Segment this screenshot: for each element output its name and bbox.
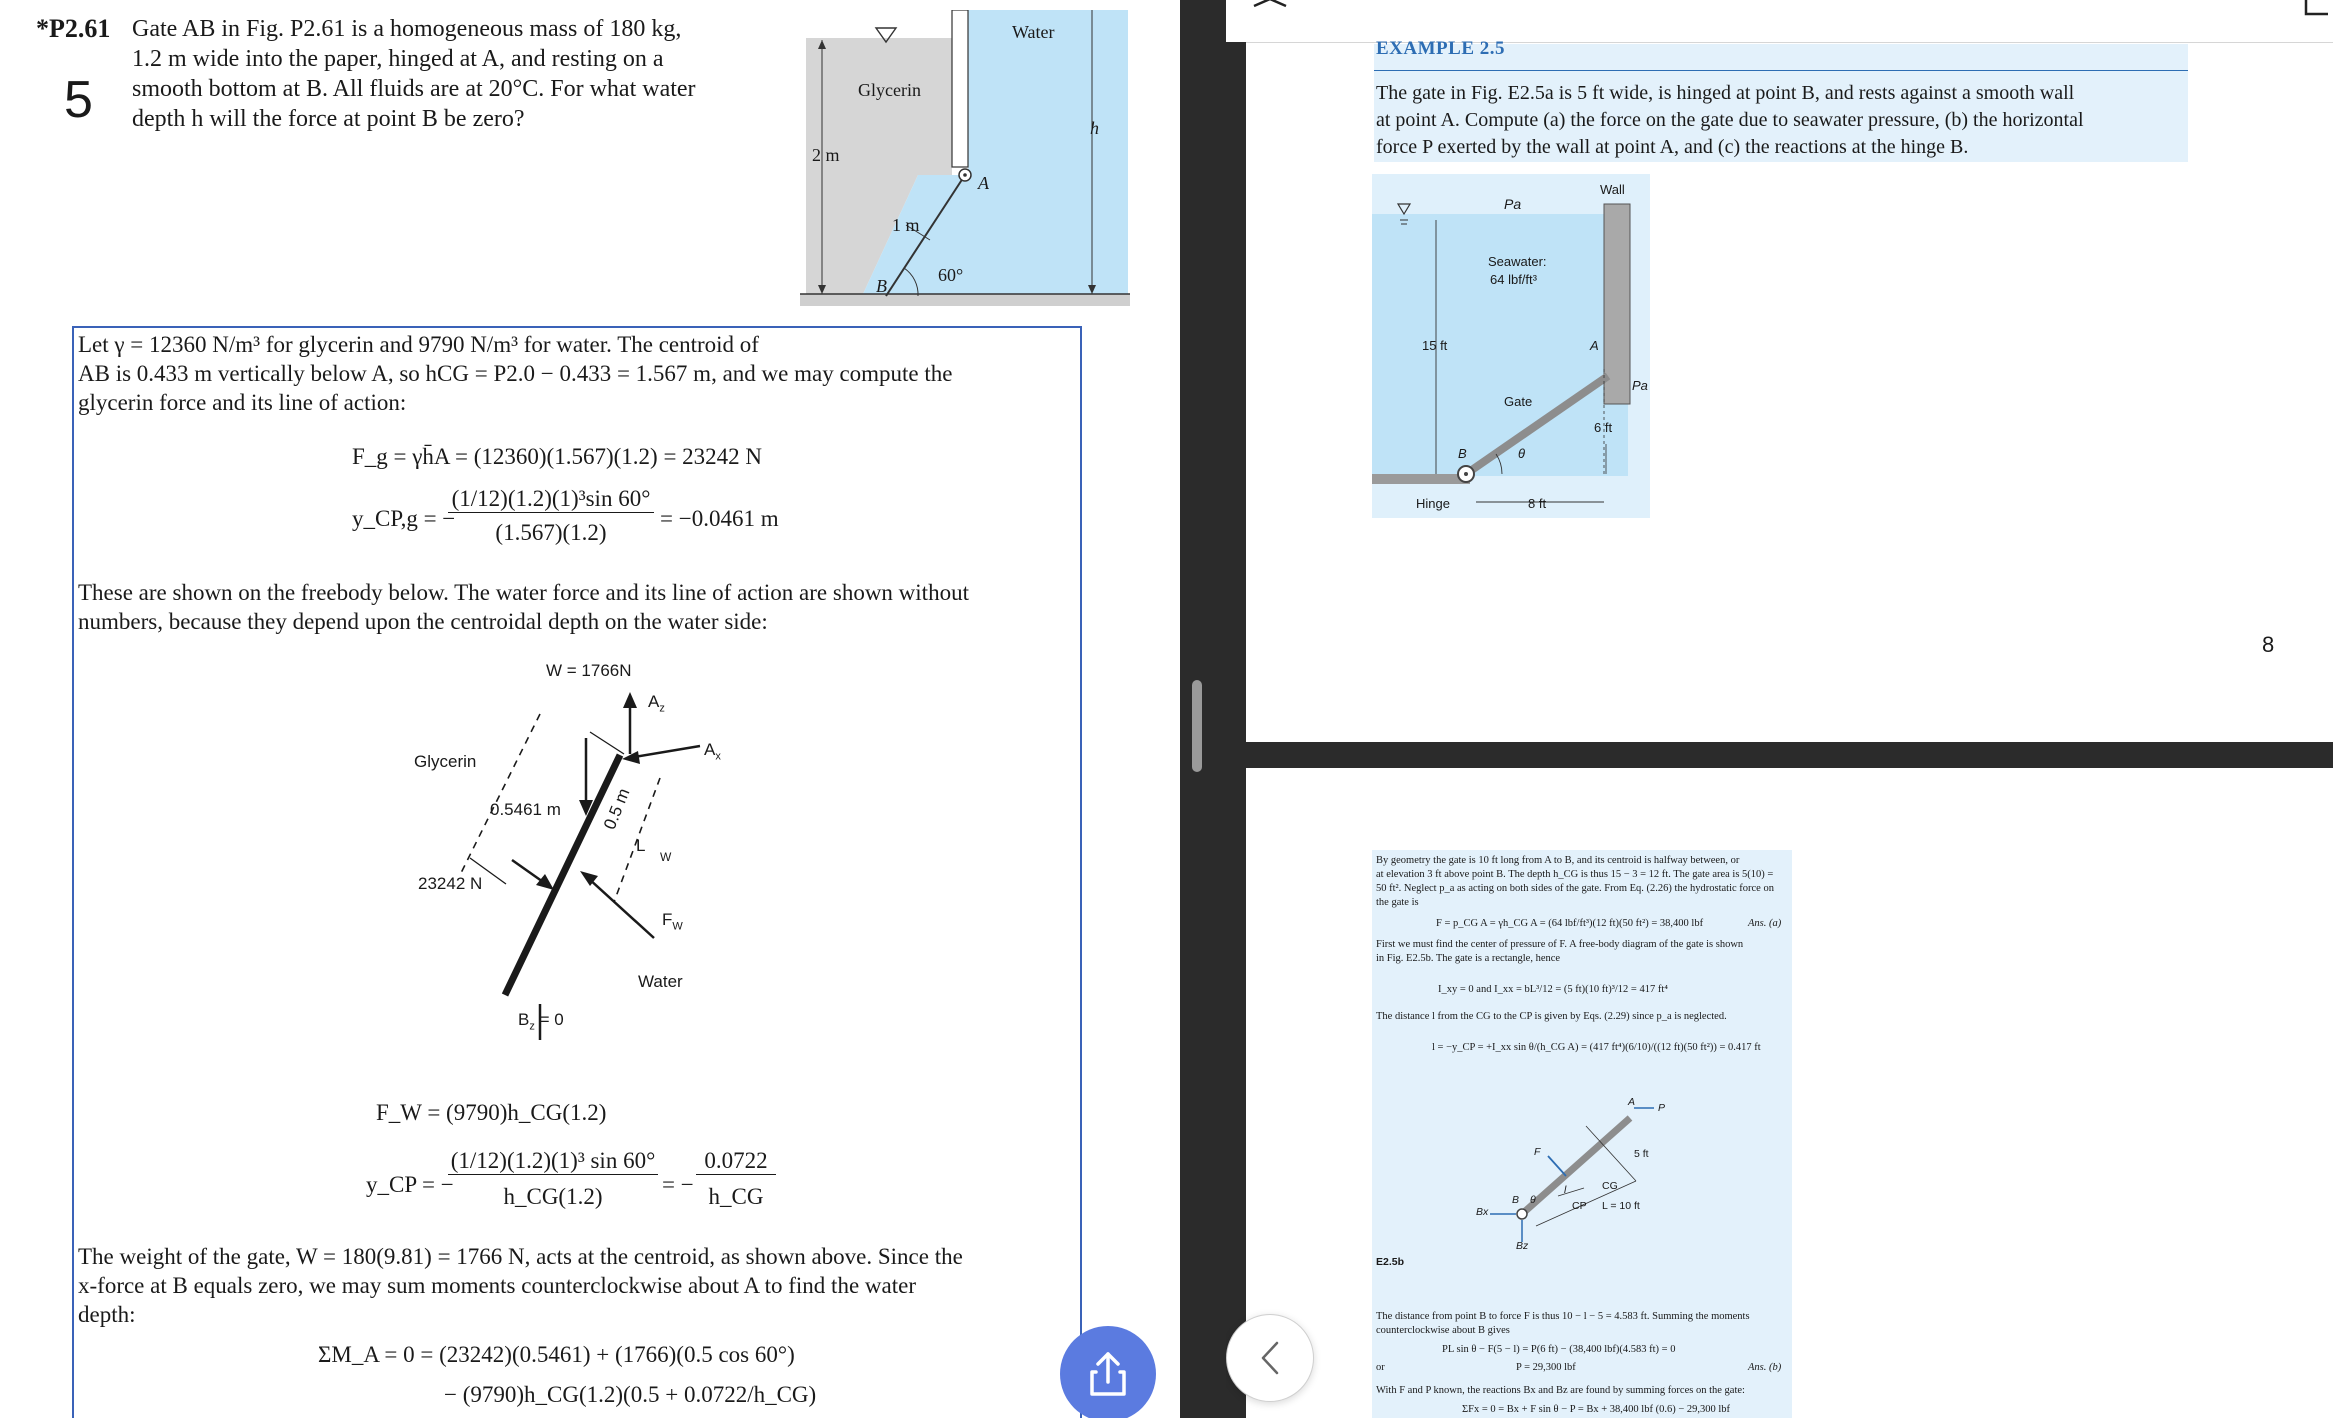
left-gutter — [1226, 42, 1246, 742]
right-solution-para-1 — [1376, 854, 1788, 910]
bottom-floor — [800, 294, 1130, 306]
fbd-b-a-label: A — [1628, 1096, 1636, 1108]
page-separator — [1226, 742, 2333, 768]
right-solution-para-4 — [1376, 1310, 1788, 1338]
tiny-line: 50 ft². Neglect p_a as acting on both sides of the gate. From Eq. (2.26) the hydrostatic force on — [1376, 883, 1774, 894]
az-arrow — [623, 692, 637, 708]
pa-right-label: Pa — [1632, 378, 1648, 393]
example-text — [1376, 80, 2188, 161]
problem-line: Gate AB in Fig. P2.61 is a homogeneous mass of 180 kg, — [132, 16, 682, 42]
solution-line: x-force at B equals zero, we may sum moments counterclockwise about A to find the water — [78, 1273, 916, 1298]
example-title: EXAMPLE 2.5 — [1376, 38, 1505, 59]
point-a-label: A — [978, 173, 989, 193]
solution-line: numbers, because they depend upon the centroidal depth on the water side: — [78, 609, 768, 634]
glycerin-force-arrow — [536, 874, 554, 890]
glycerin-label: Glycerin — [858, 80, 921, 100]
or-label: or — [1376, 1362, 1385, 1373]
tiny-line: at elevation 3 ft above point B. The depth h_CG is thus 15 − 3 = 12 ft. The gate area is 5(10) = — [1376, 869, 1774, 880]
wall-label: Wall — [1600, 182, 1625, 197]
example-rule — [1374, 70, 2188, 71]
fbd-dist2-label: 0.5 m — [600, 785, 634, 833]
solution-line: The weight of the gate, W = 180(9.81) = 1766 N, acts at the centroid, as shown above. Since the — [78, 1244, 963, 1269]
wall-rect — [1604, 204, 1630, 404]
right-solution-para-3: The distance l from the CG to the CP is given by Eqs. (2.29) since p_a is neglected. — [1376, 1011, 1727, 1022]
fbd-ax-label: $A_x$ — [704, 740, 721, 763]
split-view-divider[interactable] — [1180, 0, 1226, 1418]
eq-ycp-glycerin-label: y_CP,g = − — [352, 506, 456, 531]
top-bar — [1226, 0, 2333, 43]
eq-distance-l: l = −y_CP = +I_xx sin θ/(h_CG A) = (417 ft⁴)(6/10)/((12 ft)(50 ft²)) = 0.417 ft — [1432, 1042, 1761, 1053]
fbd-l-label: L — [636, 836, 646, 855]
theta-label: θ — [1518, 446, 1526, 461]
eight-ft-label: 8 ft — [1528, 496, 1547, 511]
tiny-line: The distance from point B to force F is thus 10 − l − 5 = 4.583 ft. Summing the moments — [1376, 1311, 1750, 1322]
eq-ycp-water-label: y_CP = − — [366, 1172, 454, 1197]
fbd-w-label: W — [660, 850, 672, 864]
fbd-b-bz-label: Bz — [1516, 1240, 1529, 1252]
problem-number: *P2.61 — [36, 14, 111, 43]
eq-ycp-water-numerator-2: 0.0722 — [696, 1148, 776, 1175]
solution-line: Let γ = 12360 N/m³ for glycerin and 9790 N/m³ for water. The centroid of — [78, 332, 759, 357]
right-solution-para-5: With F and P known, the reactions Bx and Bz are found by summing forces on the gate: — [1376, 1385, 1745, 1396]
solution-para-1 — [78, 330, 1078, 417]
answer-b: Ans. (b) — [1748, 1362, 1782, 1373]
fbd-weight-label: W = 1766N — [546, 661, 632, 680]
fbd-b-l-label: l — [1564, 1184, 1567, 1196]
free-body-diagram — [400, 670, 760, 1050]
fbd-b-length-label: L = 10 ft — [1602, 1200, 1640, 1212]
eq-moment-inertia: I_xy = 0 and I_xx = bL³/12 = (5 ft)(10 ft)³/12 = 417 ft⁴ — [1438, 984, 1668, 995]
eq-ycp-water-mid: = − — [662, 1172, 694, 1197]
fbd-az-label: $A_z$ — [648, 692, 665, 715]
depth-15ft-label: 15 ft — [1422, 338, 1448, 353]
figure-p2-61 — [800, 10, 1140, 322]
eq-force-sum: ΣFx = 0 = Bx + F sin θ − P = Bx + 38,400 lbf (0.6) − 29,300 lbf — [1462, 1404, 1731, 1415]
tiny-line: the gate is — [1376, 897, 1419, 908]
solution-line: glycerin force and its line of action: — [78, 390, 407, 415]
fbd-glycerin-label: Glycerin — [414, 752, 477, 771]
fbd-water-label: Water — [638, 972, 683, 991]
solution-line: AB is 0.433 m vertically below A, so hCG = P2.0 − 0.433 = 1.567 m, and we may compute the — [78, 361, 953, 386]
floor — [1372, 474, 1470, 484]
eq-moment-b: PL sin θ − F(5 − l) = P(6 ft) − (38,400 lbf)(4.583 ft) = 0 — [1442, 1344, 1676, 1355]
previous-page-button[interactable] — [1226, 1314, 1314, 1402]
problem-line: smooth bottom at B. All fluids are at 20°C. For what water — [132, 76, 696, 102]
fbd-b-bx-label: Bx — [1476, 1206, 1489, 1218]
solution-para-3 — [78, 1242, 1078, 1329]
eq-glycerin-force: F_g = γh̄A = (12360)(1.567)(1.2) = 23242 N — [352, 444, 763, 469]
fbd-fg-label: 23242 N — [418, 874, 483, 893]
partition-wall — [952, 10, 968, 167]
share-icon — [1060, 1326, 1156, 1418]
fbd-bz-label: $B_z = 0$ — [518, 1010, 564, 1033]
divider-drag-handle[interactable] — [1192, 680, 1202, 772]
eq-force-f: F = p_CG A = γh_CG A = (64 lbf/ft³)(12 ft)(50 ft²) = 38,400 lbf — [1436, 918, 1704, 929]
example-line: at point A. Compute (a) the force on the gate due to seawater pressure, (b) the horizontal — [1376, 109, 2084, 131]
close-icon[interactable] — [1250, 0, 1290, 12]
window-icon[interactable] — [2302, 0, 2332, 20]
tiny-line: counterclockwise about B gives — [1376, 1325, 1510, 1336]
fbd-gate — [505, 755, 620, 995]
hinge-label: Hinge — [1416, 496, 1450, 511]
tiny-line: By geometry the gate is 10 ft long from A to B, and its centroid is halfway between, or — [1376, 855, 1740, 866]
point-b-label: B — [876, 276, 887, 296]
depth-2m-label: 2 m — [812, 145, 840, 165]
gate-label: Gate — [1504, 394, 1533, 409]
fbd-b-f-label: F — [1534, 1146, 1541, 1158]
eq-p: P = 29,300 lbf — [1516, 1362, 1576, 1373]
solution-line: depth: — [78, 1302, 136, 1327]
fbd-fw-label: $F_W$ — [662, 910, 683, 933]
example-line: The gate in Fig. E2.5a is 5 ft wide, is hinged at point B, and rests against a smooth wall — [1376, 82, 2075, 104]
eq-ycp-water-denominator: h_CG(1.2) — [503, 1184, 603, 1209]
eq-water-force: F_W = (9790)h_CG(1.2) — [376, 1100, 607, 1125]
pa-top-label: Pa — [1504, 196, 1522, 212]
eq-moment-line-1: ΣM_A = 0 = (23242)(0.5461) + (1766)(0.5 cos 60°) — [318, 1342, 795, 1367]
problem-line: 1.2 m wide into the paper, hinged at A, and resting on a — [132, 46, 664, 72]
point-b-label: B — [1458, 446, 1467, 461]
eq-ycp-glycerin-result: = −0.0461 m — [660, 506, 779, 531]
figure-e2-5a — [1372, 174, 1650, 518]
page-number: 8 — [2262, 632, 2275, 657]
tiny-line: in Fig. E2.5b. The gate is a rectangle, hence — [1376, 953, 1561, 964]
fbd-dist1-label: 0.5461 m — [490, 800, 561, 819]
answer-a: Ans. (a) — [1748, 918, 1782, 929]
eq-moment-line-2: − (9790)h_CG(1.2)(0.5 + 0.0722/h_CG) — [444, 1382, 817, 1407]
fbd-b-cp-label: CP — [1572, 1200, 1587, 1212]
eq-ycp-glycerin-denominator: (1.567)(1.2) — [495, 520, 607, 545]
right-document-page[interactable] — [1226, 0, 2333, 1418]
eq-ycp-water-denominator-2: h_CG — [708, 1184, 764, 1209]
tiny-line: First we must find the center of pressure of F. A free-body diagram of the gate is shown — [1376, 939, 1744, 950]
point-a-label: A — [1590, 338, 1599, 353]
chevron-left-icon — [1227, 1315, 1313, 1401]
eq-ycp-glycerin-numerator: (1/12)(1.2)(1)³sin 60° — [448, 486, 654, 513]
solution-para-2 — [78, 578, 1078, 636]
fbd-b-5ft-label: 5 ft — [1634, 1148, 1649, 1160]
share-button[interactable] — [1060, 1326, 1156, 1418]
depth-h-label: h — [1090, 118, 1099, 138]
right-solution-para-2 — [1376, 938, 1788, 966]
six-ft-label: 6 ft — [1594, 420, 1613, 435]
solution-line: These are shown on the freebody below. The water force and its line of action are shown without — [78, 580, 969, 605]
water-label: Water — [1012, 22, 1055, 42]
fbd-b-cg-label: CG — [1602, 1180, 1618, 1192]
angle-label: 60° — [938, 265, 964, 285]
fbd-b-p-label: P — [1658, 1102, 1666, 1114]
gate-length-label: 1 m — [892, 215, 920, 235]
example-line: force P exerted by the wall at point A, and (c) the reactions at the hinge B. — [1376, 136, 1969, 158]
problem-line: depth h will the force at point B be zero? — [132, 106, 525, 132]
problem-statement — [132, 14, 732, 134]
density-label: 64 lbf/ft³ — [1490, 272, 1537, 287]
fbd-b-b-label: B — [1512, 1194, 1520, 1206]
eq-ycp-water-numerator: (1/12)(1.2)(1)³ sin 60° — [448, 1148, 658, 1175]
seawater-label: Seawater: — [1488, 254, 1547, 269]
fbd-b-figure-label: E2.5b — [1376, 1256, 1405, 1268]
handwritten-annotation: 5 — [64, 71, 93, 129]
fbd-b-theta-label: θ — [1530, 1194, 1536, 1206]
